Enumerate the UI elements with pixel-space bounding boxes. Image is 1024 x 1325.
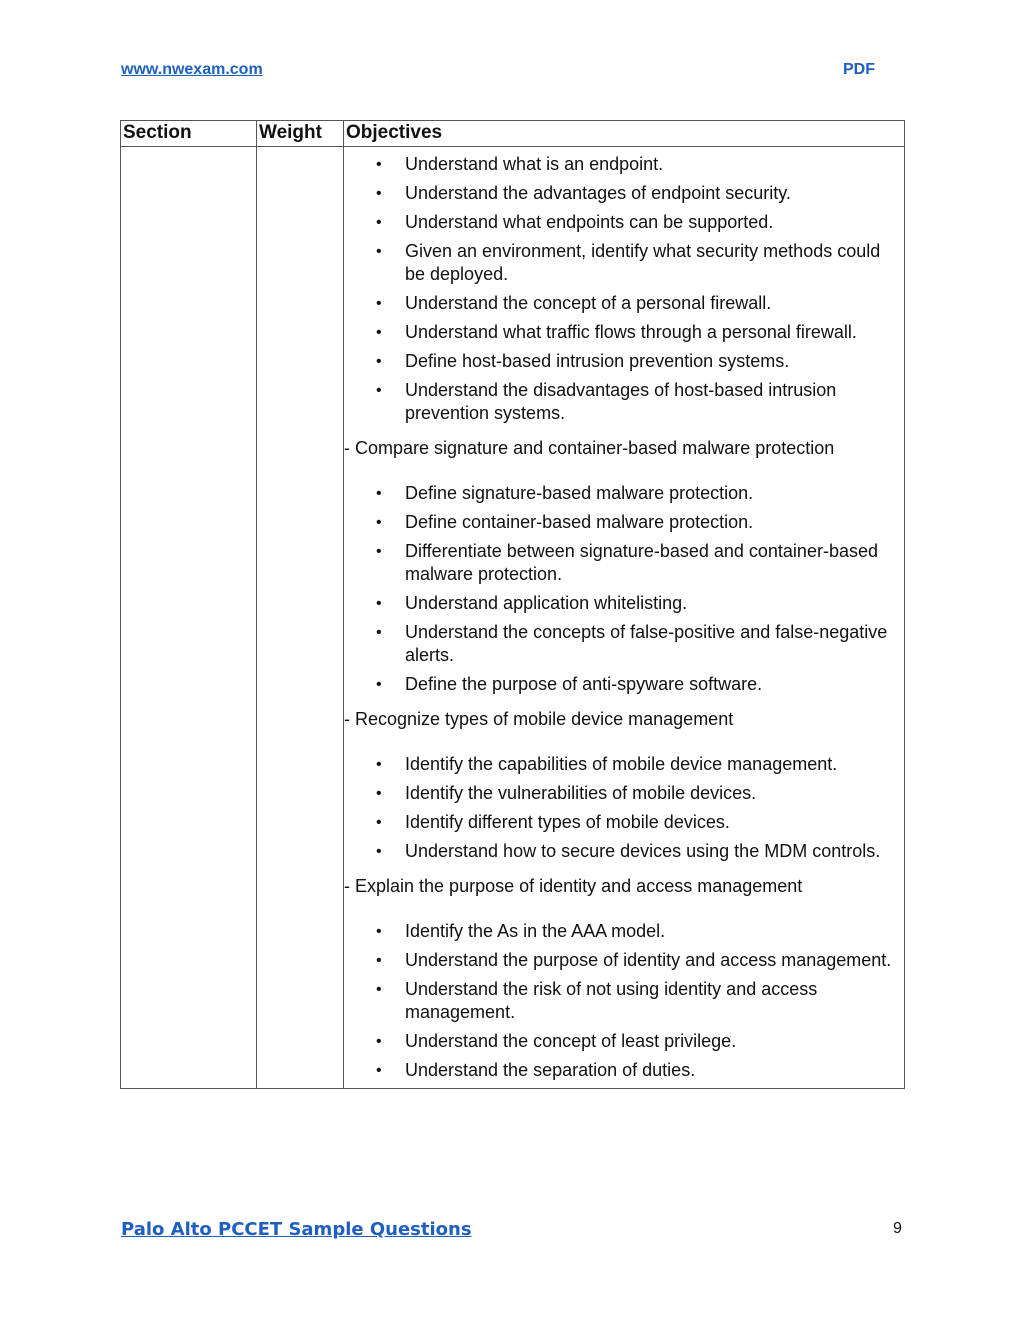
pdf-label: PDF <box>843 61 875 78</box>
list-item: • Identify the As in the AAA model. <box>344 920 904 943</box>
weight-cell <box>257 147 344 1089</box>
iam-objectives-list <box>344 920 904 1082</box>
list-item: • Differentiate between signature-based and container-based malware protection. <box>344 540 904 586</box>
list-item: • Define container-based malware protection. <box>344 511 904 534</box>
objectives-table <box>120 120 905 1089</box>
list-item: • Understand what endpoints can be supported. <box>344 211 904 234</box>
list-item: • Understand application whitelisting. <box>344 592 904 615</box>
col-header-objectives: Objectives <box>344 121 905 147</box>
list-item: • Understand what traffic flows through a personal firewall. <box>344 321 904 344</box>
list-item: • Identify different types of mobile devices. <box>344 811 904 834</box>
malware-objectives-list <box>344 482 904 696</box>
subhead-identity-access-management: - Explain the purpose of identity and access management <box>344 876 803 896</box>
endpoint-objectives-list <box>344 147 904 425</box>
list-item: • Understand what is an endpoint. <box>344 153 904 176</box>
list-item: • Understand the concept of a personal firewall. <box>344 292 904 315</box>
list-item: • Understand the advantages of endpoint security. <box>344 182 904 205</box>
col-header-section: Section <box>121 121 257 147</box>
list-item: • Define the purpose of anti-spyware software. <box>344 673 904 696</box>
list-item: • Understand how to secure devices using the MDM controls. <box>344 840 904 863</box>
list-item: • Understand the purpose of identity and access management. <box>344 949 904 972</box>
list-item: • Identify the vulnerabilities of mobile devices. <box>344 782 904 805</box>
list-item: • Identify the capabilities of mobile device management. <box>344 753 904 776</box>
subhead-malware-protection: - Compare signature and container-based malware protection <box>344 438 835 458</box>
list-item: • Define host-based intrusion prevention systems. <box>344 350 904 373</box>
list-item: • Understand the concept of least privilege. <box>344 1030 904 1053</box>
site-link[interactable]: www.nwexam.com <box>121 61 263 78</box>
list-item: • Define signature-based malware protection. <box>344 482 904 505</box>
mdm-objectives-list <box>344 753 904 863</box>
section-cell <box>121 147 257 1089</box>
page-number: 9 <box>893 1220 902 1237</box>
footer-title-link[interactable]: Palo Alto PCCET Sample Questions <box>121 1219 472 1240</box>
list-item: • Understand the disadvantages of host-based intrusion prevention systems. <box>344 379 904 425</box>
list-item: • Understand the risk of not using identity and access management. <box>344 978 904 1024</box>
list-item: • Understand the separation of duties. <box>344 1059 904 1082</box>
subhead-mobile-device-management: - Recognize types of mobile device management <box>344 709 734 729</box>
col-header-weight: Weight <box>257 121 344 147</box>
table-header-row <box>121 121 905 147</box>
objectives-cell <box>344 147 905 1089</box>
list-item: • Given an environment, identify what security methods could be deployed. <box>344 240 904 286</box>
list-item: • Understand the concepts of false-positive and false-negative alerts. <box>344 621 904 667</box>
table-row <box>121 147 905 1089</box>
